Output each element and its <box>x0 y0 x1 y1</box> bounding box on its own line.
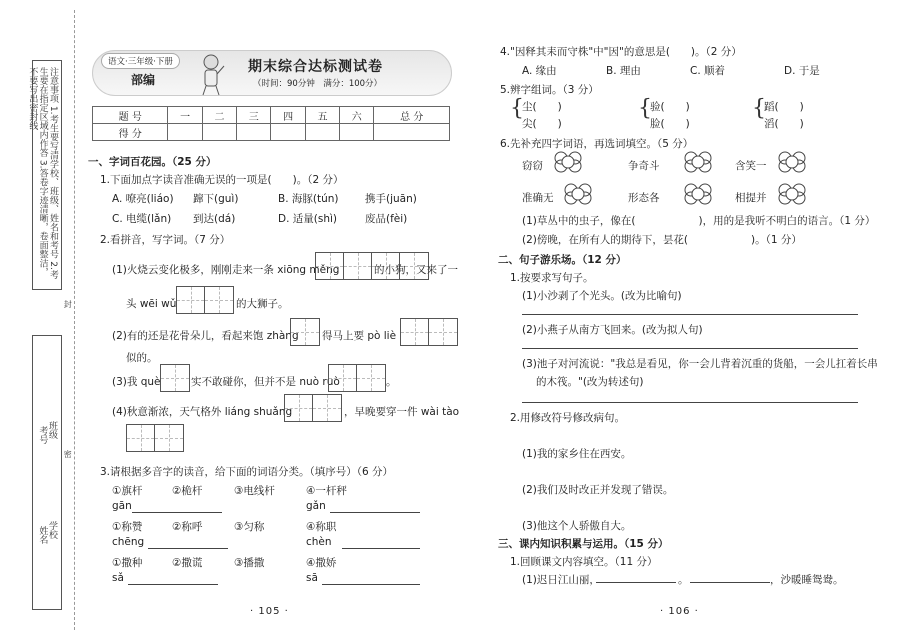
answer-line[interactable] <box>322 584 420 585</box>
page-number-right: · 106 · <box>660 606 699 617</box>
idiom-stem: 准确无 <box>522 192 554 204</box>
word-option: ②撒谎 <box>172 557 203 569</box>
option-b: B. 海豚(tún) <box>278 193 339 205</box>
score-cell: 总 分 <box>374 107 450 124</box>
char-grid[interactable] <box>284 394 342 422</box>
question-1: 1.下面加点字读音准确无误的一项是( )。（2 分） <box>100 174 344 186</box>
word-option: ①旗杆 <box>112 485 143 497</box>
examno-label: 考号 <box>37 426 48 444</box>
word-option: ②桅杆 <box>172 485 203 497</box>
word-pair: 尖( ) <box>522 118 562 130</box>
brace-icon: { <box>752 96 766 121</box>
question-3: 3.请根据多音字的读音，给下面的词语分类。（填序号）（6 分） <box>100 466 394 478</box>
q22-item-1: (1)我的家乡住在西安。 <box>522 448 632 460</box>
brace-icon: { <box>638 96 652 121</box>
option-b2: 携手(juān) <box>365 193 417 205</box>
q6-sentence-2: (2)傍晚，在所有人的期待下，昙花( )。（1 分） <box>522 234 802 246</box>
grade-badge: 语文·三年级·下册 <box>101 53 180 69</box>
student-info-box <box>32 335 62 610</box>
score-row-label: 得 分 <box>93 124 168 141</box>
char-grid[interactable] <box>328 364 386 392</box>
answer-line[interactable] <box>522 402 858 403</box>
poem-start: (1)迟日江山丽， <box>522 574 600 586</box>
idiom-stem: 含笑一 <box>735 160 767 172</box>
score-input[interactable] <box>168 124 202 141</box>
q21-item-3b: 的木筏。"(改为转述句) <box>536 376 644 388</box>
mascot-icon <box>196 52 226 96</box>
word-pair: 滔( ) <box>764 118 804 130</box>
option-c: C. 电缆(lǎn) <box>112 213 172 225</box>
word-option: ①称赞 <box>112 521 143 533</box>
score-cell: 二 <box>202 107 236 124</box>
word-option: ④称职 <box>306 521 337 533</box>
class-label: 班级 <box>47 421 57 439</box>
q21-item-3a: (3)池子对河流说："我总是看见，你一会儿背着沉重的货船，一会儿扛着长串 <box>522 358 878 370</box>
word-option: ③匀称 <box>234 521 265 533</box>
pinyin-label: sǎ <box>112 572 124 584</box>
answer-line[interactable] <box>522 314 858 315</box>
edition-label: 部编 <box>131 73 156 87</box>
section-2-title: 二、句子游乐场。（12 分） <box>498 254 627 266</box>
answer-line[interactable] <box>148 548 228 549</box>
question-6: 6.先补充四字词语，再选词填空。（5 分） <box>500 138 694 150</box>
section-1-title: 一、字词百花园。（25 分） <box>88 156 217 168</box>
score-header-row <box>93 107 450 124</box>
question-2: 2.看拼音，写字词。（7 分） <box>100 234 231 246</box>
flower-blank-icon[interactable] <box>563 182 593 206</box>
flower-blank-icon[interactable] <box>683 182 713 206</box>
word-option: ①撒种 <box>112 557 143 569</box>
q21-item-1: (1)小沙剥了个光头。(改为比喻句) <box>522 290 682 302</box>
option-d: D. 适量(shì) <box>278 213 337 225</box>
option-a2: 蹿下(guì) <box>193 193 239 205</box>
pinyin-label: sā <box>306 572 318 584</box>
q2-line6-end: ，早晚要穿一件 wài tào <box>344 406 460 418</box>
brace-icon: { <box>510 96 524 121</box>
char-grid[interactable] <box>126 424 184 452</box>
score-input[interactable] <box>202 124 236 141</box>
seal-line <box>74 10 75 630</box>
q2-line1: (1)火烧云变化极多，刚刚走来一条 xiōng měng <box>112 264 340 276</box>
score-cell: 一 <box>168 107 202 124</box>
q21-item-2: (2)小燕子从南方飞回来。(改为拟人句) <box>522 324 703 336</box>
poem-mid: 。 <box>678 574 689 586</box>
score-input[interactable] <box>340 124 374 141</box>
q2-line2-end: 的大狮子。 <box>236 298 289 310</box>
question-4: 4."因释其耒而守株"中"因"的意思是( )。（2 分） <box>500 46 742 58</box>
binding-strip <box>0 0 73 636</box>
answer-line[interactable] <box>132 512 222 513</box>
idiom-stem: 窃窃 <box>522 160 543 172</box>
q2-line4: 似的。 <box>126 352 158 364</box>
score-cell: 题 号 <box>93 107 168 124</box>
option-d: D. 于是 <box>784 65 820 77</box>
idiom-stem: 相提并 <box>735 192 767 204</box>
seal-mark: 封 <box>63 300 73 308</box>
answer-line[interactable] <box>522 348 858 349</box>
q2-line5: (3)我 què <box>112 376 161 388</box>
paper-subtitle: （时间：90分钟 满分：100分） <box>253 79 383 89</box>
char-grid[interactable] <box>290 318 320 346</box>
flower-blank-icon[interactable] <box>777 182 807 206</box>
option-b: B. 理由 <box>606 65 641 77</box>
poem-end: ，沙暖睡鸳鸯。 <box>770 574 844 586</box>
flower-blank-icon[interactable] <box>683 150 713 174</box>
question-2-1: 1.按要求写句子。 <box>510 272 594 284</box>
school-label: 学校 <box>47 521 57 539</box>
answer-line[interactable] <box>330 512 420 513</box>
word-pair: 脸( ) <box>650 118 690 130</box>
pinyin-label: gǎn <box>306 500 326 512</box>
q6-sentence-1: (1)草丛中的虫子，像在( )，用的是我听不明白的语言。（1 分） <box>522 215 876 227</box>
option-a: A. 嘹亮(liáo) <box>112 193 174 205</box>
score-cell: 六 <box>340 107 374 124</box>
q22-item-2: (2)我们及时改正并发现了错误。 <box>522 484 674 496</box>
pinyin-label: chèn <box>306 536 332 548</box>
idiom-stem: 形态各 <box>628 192 660 204</box>
word-option: ④一杆秤 <box>306 485 347 497</box>
word-pair: 蹈( ) <box>764 101 804 113</box>
answer-line[interactable] <box>596 582 676 583</box>
section-3-title: 三、课内知识积累与运用。（15 分） <box>498 538 669 550</box>
exam-notes: 注意事项 1.考生要写清学校、班级、姓名和考号 2.考生要在指定区域内作答 3.答卷字迹清晰，卷面整洁，不要写出密封线 <box>27 67 58 279</box>
flower-blank-icon[interactable] <box>553 150 583 174</box>
q2-line5-mid: 实不敢碰你，但并不是 nuò ruò <box>191 376 340 388</box>
score-cell: 三 <box>237 107 271 124</box>
word-option: ②称呼 <box>172 521 203 533</box>
score-cell: 四 <box>271 107 305 124</box>
page-number-left: · 105 · <box>250 606 289 617</box>
score-input[interactable] <box>305 124 339 141</box>
q2-line5-end: 。 <box>386 376 397 388</box>
score-table <box>92 106 450 141</box>
score-value-row <box>93 124 450 141</box>
paper-header <box>92 50 452 96</box>
q22-item-3: (3)他这个人骄傲自大。 <box>522 520 632 532</box>
q2-line2: 头 wēi wǔ <box>126 298 177 310</box>
score-input[interactable] <box>271 124 305 141</box>
q2-line1-end: 的小狗，又来了一 <box>374 264 458 276</box>
q2-line6: (4)秋意渐浓，天气格外 liáng shuǎng <box>112 406 293 418</box>
score-input[interactable] <box>237 124 271 141</box>
answer-line[interactable] <box>128 584 218 585</box>
score-input[interactable] <box>374 124 450 141</box>
pinyin-label: gān <box>112 500 132 512</box>
char-grid[interactable] <box>176 286 234 314</box>
answer-line[interactable] <box>342 548 420 549</box>
q2-line3: (2)有的还是花骨朵儿，看起来饱 zhàng <box>112 330 299 342</box>
char-grid[interactable] <box>400 318 458 346</box>
option-d2: 废品(fèi) <box>365 213 408 225</box>
name-label: 姓名 <box>37 526 48 544</box>
flower-blank-icon[interactable] <box>777 150 807 174</box>
question-3-1: 1.回顾课文内容填空。（11 分） <box>510 556 658 568</box>
option-c: C. 顺着 <box>690 65 726 77</box>
char-grid[interactable] <box>160 364 190 392</box>
option-a: A. 缘由 <box>522 65 557 77</box>
pinyin-label: chēng <box>112 536 145 548</box>
idiom-stem: 争奇斗 <box>628 160 660 172</box>
score-cell: 五 <box>305 107 339 124</box>
word-pair: 验( ) <box>650 101 690 113</box>
word-option: ③播撒 <box>234 557 265 569</box>
option-c2: 到达(dá) <box>193 213 236 225</box>
word-option: ③电线杆 <box>234 485 275 497</box>
seal-mark-2: 密 <box>63 450 73 458</box>
word-option: ④撒娇 <box>306 557 337 569</box>
question-5: 5.辨字组词。（3 分） <box>500 84 599 96</box>
paper-title: 期末综合达标测试卷 <box>248 59 383 75</box>
question-2-2: 2.用修改符号修改病句。 <box>510 412 626 424</box>
word-pair: 尘( ) <box>522 101 562 113</box>
answer-line[interactable] <box>690 582 770 583</box>
q2-line3-mid: 得马上要 pò liè <box>322 330 397 342</box>
notes-box <box>27 60 62 290</box>
